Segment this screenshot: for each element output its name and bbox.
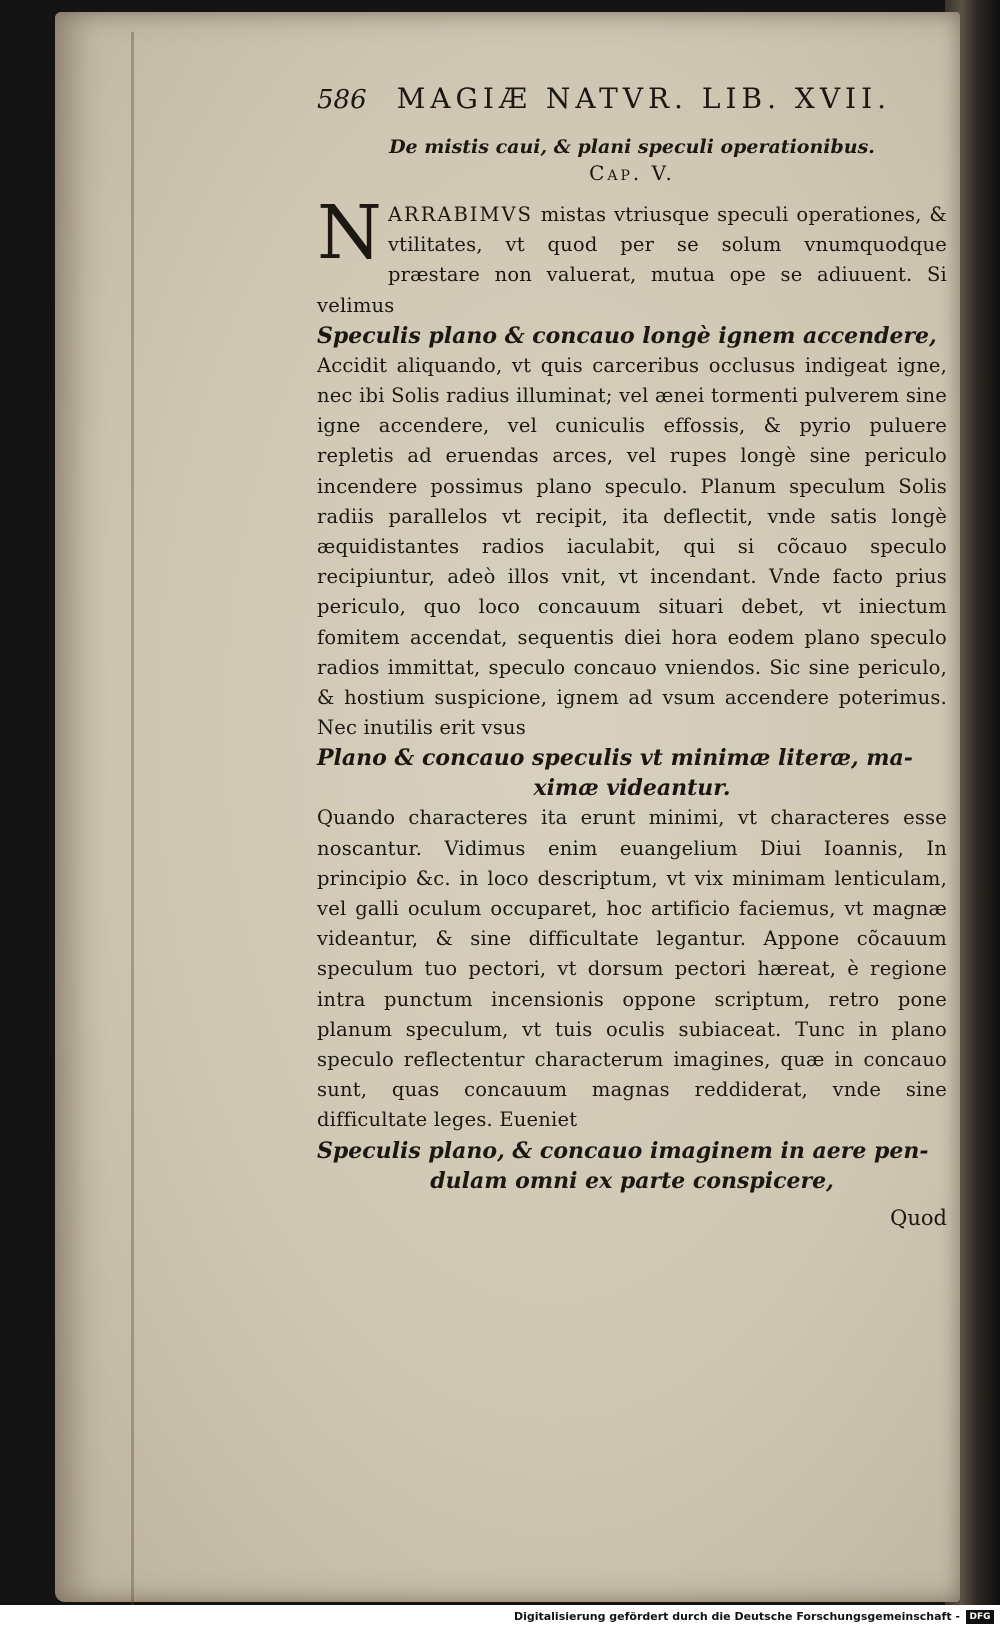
paragraph-1 (317, 190, 947, 321)
section-heading-1: Speculis plano & concauo longè ignem accendere, (317, 322, 937, 349)
drop-capital: N (317, 190, 382, 276)
section-heading-2-line-1: Plano & concauo speculis vt minimæ literæ, ma- (317, 745, 913, 772)
running-head (317, 82, 947, 126)
digitization-footer (0, 1605, 1000, 1628)
section-heading-3-line-1: Speculis plano, & concauo imaginem in aere pen- (317, 1137, 929, 1164)
section-heading-2-line-2: ximæ videantur. (533, 775, 731, 802)
running-title: MAGIÆ NATVR. LIB. XVII. (396, 82, 892, 115)
chapter-title: De mistis caui, & plani speculi operationibus. (389, 136, 875, 158)
page-number: 586 (317, 85, 367, 115)
chapter-number: Cap. V. (589, 161, 675, 185)
lead-word: ARRABIMVS (387, 203, 533, 226)
page-content (317, 82, 947, 1234)
catchword: Quod (890, 1205, 947, 1230)
footer-credit: Digitalisierung gefördert durch die Deutsche Forschungsgemeinschaft - (513, 1610, 960, 1623)
paragraph-1-text: mistas vtriusque speculi operationes, & vtilitates, vt quod per se solum vnumquodque præstare non valuerat, mutua ope se adiuuent. Si velimus (317, 203, 947, 317)
paragraph-3: Quando characteres ita erunt minimi, vt characteres esse noscantur. Vidimus enim euangelium Diui Ioannis, In principio &c. in loco descriptum, vt vix minimam lenticulam, vel galli oculum occuparet, hoc artificio faciemus, vt magnæ videantur, & sine difficultate legantur. Appone cõcauum speculum tuo pectori, vt dorsum pectori hæreat, è regione intra punctum incensionis oppone scriptum, retro pone planum speculum, vt tuis oculis subiaceat. Tunc in plano speculo reflectentur characterum imagines, quæ in concauo sunt, quas concauum magnas reddiderat, vnde sine difficultate leges. Eueniet (317, 806, 947, 1132)
dfg-logo-icon: DFG (966, 1610, 994, 1624)
page-gutter (131, 32, 134, 1607)
section-heading-3-line-2: dulam omni ex parte conspicere, (430, 1167, 834, 1194)
paragraph-2: Accidit aliquando, vt quis carceribus occlusus indigeat igne, nec ibi Solis radius illuminat; vel ænei tormenti pulverem sine igne accendere, vel cuniculis effossis, & pyrio puluere repletis ad eruendas arces, vel rupes longè sine periculo incendere possimus plano speculo. Planum speculum Solis radiis parallelos vt recipit, ita deflectit, vnde satis longè æquidistantes radios iaculabit, qui si cõcauo speculo recipiuntur, adeò illos vnit, vt incendant. Vnde facto prius periculo, quo loco concauum situari debet, vt iniectum fomitem accendat, sequentis diei hora eodem plano speculo radios immittat, speculo concauo vniendos. Sic sine periculo, & hostium suspicione, ignem ad vsum accendere poterimus. Nec inutilis erit vsus (317, 353, 947, 740)
